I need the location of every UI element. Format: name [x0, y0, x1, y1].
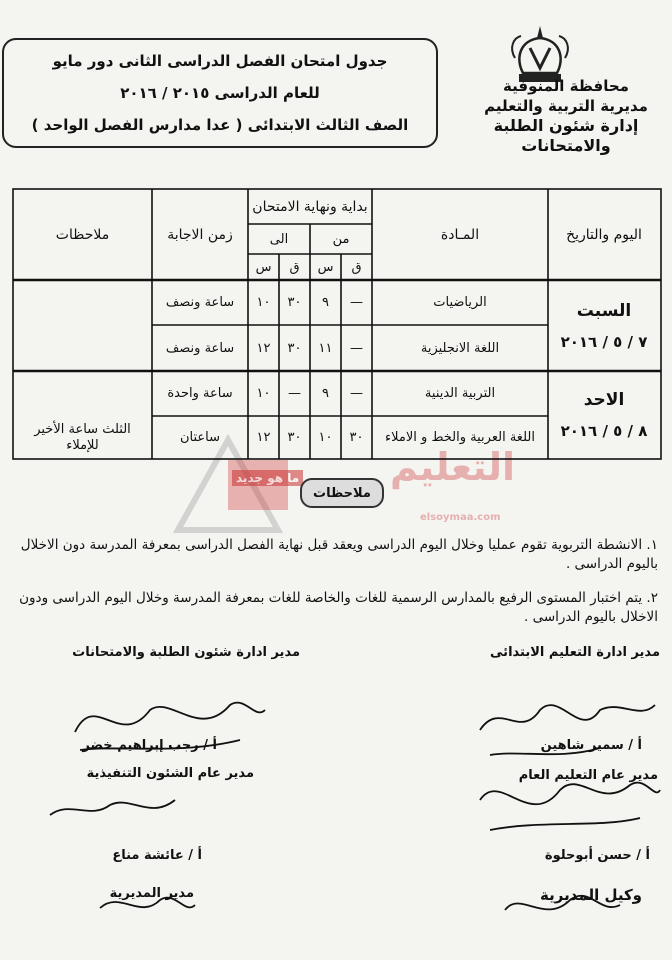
- row4-from-s: ١٠: [318, 430, 333, 445]
- header-exam-time: بداية ونهاية الامتحان: [252, 198, 368, 215]
- header-subject: المـادة: [440, 226, 480, 243]
- day-name: السبت: [576, 300, 632, 321]
- row1-to-q: ٣٠: [287, 295, 302, 310]
- sig-title-director: مدير المديرية: [109, 886, 194, 901]
- header-to-q: ق: [289, 259, 300, 275]
- row3-notes: [13, 371, 152, 416]
- organization-header: [466, 76, 666, 156]
- exam-schedule-table: [12, 188, 662, 460]
- watermark-subtext: ما هو جديد: [232, 470, 303, 486]
- row4-subject: اللغة العربية والخط و الاملاء: [385, 429, 535, 445]
- row2-notes: [13, 325, 152, 371]
- row1-from-s: ٩: [322, 295, 329, 310]
- row1-duration: ساعة ونصف: [165, 295, 235, 310]
- title-box: [2, 38, 438, 148]
- sig-title-primary-ed: مدير ادارة التعليم الابتدائى: [490, 645, 660, 660]
- day-name: الاحد: [583, 390, 625, 410]
- watermark-text: التعليم: [390, 445, 516, 489]
- sig-name-students-affairs: أ / رجب إبراهيم خضر: [82, 738, 217, 753]
- header-notes: ملاحظات: [55, 226, 110, 243]
- sig-title-deputy: وكيل المديرية: [540, 886, 642, 904]
- sig-title-students-affairs: مدير ادارة شئون الطلبة والامتحانات: [72, 645, 300, 660]
- day-cell-saturday: [548, 280, 660, 371]
- title-line-3: الصف الثالث الابتدائى ( عدا مدارس الفصل الواحد ): [31, 116, 409, 134]
- day-cell-sunday: [548, 371, 660, 459]
- sig-title-executive-affairs: مدير عام الشئون التنفيذية: [86, 766, 254, 781]
- day-date: ٧ / ٥ / ٢٠١٦: [560, 332, 648, 351]
- row1-to-s: ١٠: [256, 295, 271, 310]
- sig-name-primary-ed: أ / سمير شاهين: [540, 738, 642, 753]
- header-from-q: ق: [351, 259, 362, 275]
- note-item-2: ٢. يتم اختبار المستوى الرفيع بالمدارس الرسمية للغات والخاصة للغات بمعرفة المدرسة وخلال اليوم الدراسى ودون الاخلال باليوم الدراسى .: [19, 590, 658, 625]
- row1-from-q: —: [350, 295, 363, 310]
- title-line-1: جدول امتحان الفصل الدراسى الثانى دور مايو: [52, 52, 388, 70]
- row2-to-s: ١٢: [256, 340, 271, 356]
- header-to: الى: [269, 231, 289, 247]
- row3-from-q: —: [350, 386, 363, 401]
- row4-from-q: ٣٠: [349, 430, 364, 445]
- row3-from-s: ٩: [322, 386, 329, 401]
- org-directorate: مديرية التربية والتعليم: [484, 97, 648, 115]
- row4-duration: ساعتان: [179, 430, 221, 445]
- row2-duration: ساعة ونصف: [165, 340, 235, 356]
- row3-subject: التربية الدينية: [424, 386, 496, 401]
- sig-name-general-ed: أ / حسن أبوحلوة: [544, 848, 650, 863]
- header-from-s: س: [317, 259, 334, 275]
- sig-title-general-ed: مدير عام التعليم العام: [518, 768, 658, 783]
- title-line-2: للعام الدراسى ٢٠١٥ / ٢٠١٦: [120, 84, 320, 102]
- row3-duration: ساعة واحدة: [167, 386, 233, 401]
- sig-name-executive-affairs: أ / عائشة مناع: [112, 848, 202, 863]
- row4-to-q: ٣٠: [287, 430, 302, 445]
- row4-notes: الثلث ساعة الأخير للإملاء: [34, 421, 131, 453]
- row2-from-s: ١١: [318, 340, 333, 356]
- note-item-1: ١. الانشطة التربوية تقوم عمليا وخلال اليوم الدراسى ويعقد قبل نهاية الفصل الدراسى بمعرفة المدرسة دون الاخلال باليوم الدراسى .: [20, 537, 658, 572]
- row2-from-q: —: [350, 340, 363, 356]
- watermark-url: elsoymaa.com: [420, 512, 501, 523]
- row4-to-s: ١٢: [256, 430, 271, 445]
- row1-subject: الرياضيات: [433, 295, 487, 310]
- row2-to-q: ٣٠: [287, 340, 302, 356]
- row3-to-s: ١٠: [256, 386, 271, 401]
- row3-to-q: —: [288, 386, 301, 401]
- notes-title-badge: ملاحظات: [300, 478, 384, 508]
- handwritten-signatures: [0, 660, 672, 960]
- header-to-s: س: [255, 259, 272, 275]
- header-duration: زمن الاجابة: [167, 226, 233, 243]
- row2-subject: اللغة الانجليزية: [420, 340, 500, 356]
- day-date: ٨ / ٥ / ٢٠١٦: [560, 422, 648, 440]
- row1-notes: [13, 280, 152, 325]
- org-governorate: محافظة المنوفية: [503, 77, 629, 95]
- org-department: إدارة شئون الطلبة والامتحانات: [493, 116, 639, 155]
- header-day-date: اليوم والتاريخ: [566, 226, 642, 243]
- header-from: من: [332, 231, 350, 247]
